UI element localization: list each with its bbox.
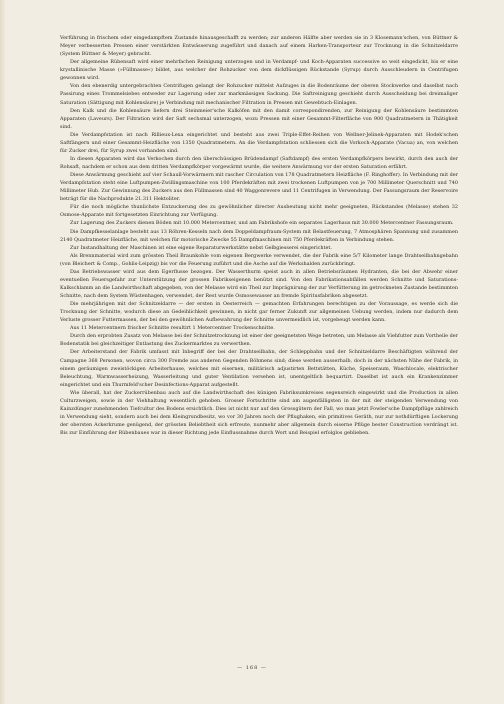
paragraph: Wie überall, hat der Zuckerrübenbau auch auf die Landwirthschaft des künigen Fabriksumkreises segensreich eingewirkt und die Production in allen Culturzweigen, sowie in der Viehhaltung wesentlich gehoben. Grosser Fortschritte sind am augenfälligsten in der mit der steigenden Verwendung von Kainzdünger zunehmenden Tiefcultur des Bodens ersichtlich. Dies ist nicht nur auf den Grossgütern der Fall, wo man jetzt Fowler'sche Dampfpflüge zahlreich in Verwendung sieht, sondern auch bei dem Kleingrundbesitz, wo vor 30 Jahren noch der Pflughaken, ein primitives Geräth, nur zur nothdürftigen Lockerung der obersten Ackerkrume genügend, der grössten Beliebtheit sich erfreute, nunmehr aber allgemein durch eiserne Pflüge bester Construction verdrängt ist. Bis zur Einführung der Rübenbaues war in dieser Richtung jede Einflussnahme durch Wort und Beispiel erfolglos geblieben.	[60, 389, 458, 437]
body-text	[60, 34, 458, 437]
paragraph: Durch den erprobten Zusatz von Melasse bei der Schnitzetrocknung ist einer der geeignetsten Wege betreten, um Melasse als Viehfutter zum Vortheile der Bodenstatik bei gleichzeitiger Entlastung des Zuckermarktes zu verwerthen.	[60, 333, 458, 348]
paragraph: Der allgemeine Rübensaft wird einer mehrfachen Reinigung unterzogen und in Verdampf- und Koch-Apparaten successive so weit eingedickt, bis er eine krystallinische Masse (»Füllmasse«) bildet, aus welcher der Rohzucker von dem dickflüssigen Rückstande (Syrup) durch Ausschleudern in Centrifugen gewonnen wird.	[60, 59, 458, 82]
paragraph: Verführung in frischem oder eingedampftem Zustande hinausgeschafft zu werden; zur anderen Hälfte aber werden sie in 3 Klosemann'schen, von Büttner & Meyer verbesserten Pressen einer verstärkten Entwässerung zugeführt und danach auf einem Harken-Transporteur zur Trocknung in die Schnitzeldarre (System Büttner & Meyer) gebracht.	[60, 35, 458, 58]
paragraph: Diese Anwärmung geschieht auf vier Schaull-Vorwärmern mit rascher Circulation von 178 Quadratmetern Heizfläche (F. Ringhoffer). In Verbindung mit der Verdampfstation steht eine Luftpumpen-Zwillingsmaschine von 100 Pferdekräften mit zwei trockenen Luftpumpen von je 700 Millimeter Querschnitt und 740 Millimeter Hub. Zur Gewinnung des Zuckers aus den Füllmassen sind 40 Waggonrevere und 11 Centrifugen in Verwendung. Der Fassungsraum der Reservoire beträgt für die Nachprodukte 21.311 Hektoliter.	[60, 172, 458, 203]
paragraph: Die Dampfkesselanlage besteht aus 13 Röhren-Kesseln nach dem Doppeldampfraum-System mit Belastfeuerung, 7 Atmosphären Spannung und zusammen 2140 Quadratmeter Heizfläche, mit welchen für motorische Zwecke 55 Dampfmaschinen mit 750 Pferdekräften in Verbindung stehen.	[60, 228, 458, 243]
paragraph: Die Verdampfstation ist nach Rillieux-Lexa eingerichtet und besteht aus zwei Triple-Effet-Reihen von Wellner-Jelinek-Apparaten mit Hodek'schen Saftfängern und einer Gesammt-Heizfläche von 1350 Quadratmetern. An die Verdampfstation schliessen sich die Vorkoch-Apparate (Vacua) an, von welchen für Zucker drei, für Syrup zwei vorhanden sind.	[60, 131, 458, 154]
paragraph: In diesen Apparaten wird das Verkochen durch den überschüssigen Brüdendampf (Saftdampf) des ersten Verdampfkörpers bewirkt, durch den auch der Rohsaft, nachdem er schon aus dem dritten Verdampfkörper vorgewärmt wurde, die weitere Anwärmung vor der ersten Saturation erfährt.	[60, 155, 458, 170]
paragraph: Zur Instandhaltung der Maschinen ist eine eigene Reparaturwerkstätte nebst Gelbgiesserei eingerichtet.	[70, 244, 332, 251]
paragraph: Den Kalk und die Kohlensäure liefern drei Steinmeier'sche Kalköfen mit den damit correspondirenden, zur Reinigung der Kohlensäure bestimmten Apparaten (Laveurs). Der Filtration wird der Saft sechsmal unterzogen, wozu Pressen mit einer Gesammt-Filterfläche von 900 Quadratmetern in Thätigkeit sind.	[60, 107, 458, 130]
paragraph: Von den ebenerdig untergebrachten Centrifugen gelangt der Rohzucker mittelst Aufzuges in die Bodenräume der oberen Stockwerke und daselbst nach Passirung eines Trommelsiebes entweder zur Lagerung oder zur markmässigen Sackung. Die Saftreinigung geschieht durch Ausscheidung bei dreimaliger Saturation (Sättigung mit Kohlensäure) je Verbindung mit mechanischer Filtration in Pressen mit Gewebtuch-Einlagen.	[60, 83, 458, 106]
page-edge	[0, 0, 6, 704]
paragraph: Aus 11 Metercentnern frischer Schnitte resultirt 1 Metercentner Trockenschnitte.	[70, 325, 275, 332]
paragraph: Für die noch mögliche thunlichste Entzuckerung des zu gewöhnlicher directer Ausbeutung nicht mehr geeigneten, Rückstandes (Melasse) stehen 32 Osmose-Apparate mit fortgesetzten Einrichtung zur Verfügung.	[60, 204, 458, 219]
paragraph: Der Arbeiterstand der Fabrik umfasst mit Inbegriff der bei der Drahtseilbahn, der Schleppbahn und der Schnitzeldarre Beschäftigten während der Campagne 368 Personen, wovon circa 300 Fremde aus anderen Gegenden Böhmens sind; diese werden ausserhalb, doch in der nächsten Nähe der Fabrik, in einem geräumigen zweistöckigen Arbeiterhause, welches mit eisernen, militärisch adjustirten Bettstätten, Küche, Speiseraum, Waschlocale, elektrischer Beleuchtung, Warmwasserheizung, Wasserleitung und guter Ventilation versehen ist, unentgeltlich bequartirt. Daselbst ist auch ein Krankenzimmer eingerichtet und ein Thurmfeld'scher Desinfections-Apparat aufgestellt.	[60, 349, 458, 388]
paragraph: Das Betriebswasser wird aus dem Egerflusse bezogen. Der Wasserthurm speist auch in allen Betriebsräumen Hydranten, die bei der Abwehr einer eventuellen Feuersgefahr zur Unterstützung der grossen Fabrikseigenen benützt sind. Von den Fabrikationsabfällen werden Schnitte und Saturations-Kalkschlamm an die Landwirthschaft abgegeben, von der Melasse wird ein Theil zur Imprägnirung der zur Verfütterung im getrockneten Zustande bestimmten Schnitte, nach dem System Wüstenhagen, verwendet, der Rest wurde Osmosewasser an fremde Spiritusfabriken abgesetzt.	[60, 268, 458, 299]
page-number: — 168 —	[237, 665, 267, 671]
paragraph: Zur Lagerung des Zuckers dienen Böden mit 10.000 Metercentner, und am Fabrikshofe ein separates Lagerhaus mit 30.000 Metercentner Fassungsraum.	[70, 220, 454, 227]
paragraph: Die mehrjährigen mit der Schnitzeldarre — der ersten in Oesterreich — gemachten Erfahrungen berechtigen zu der Voraussage, es werde sich die Trocknung der Schnitte, wodurch diese an Gedeihlichkeit gewinnen, in nicht gar ferner Zukunft zur allgemeinen Uebung werden, indem nur dadurch dem Verluste grosser Futtermassen, der bei den gewöhnlichen Aufbewahrung der Schnitte unvermeidlich ist, vorgebeugt werden kann.	[60, 301, 458, 324]
paragraph: Als Brennmaterial wird zum grössten Theil Braunkohle vom eigenen Bergwerke verwendet, die der Fabrik eine 5/7 Kilometer lange Drahtseilbahngebahn (von Bleichert & Comp., Gohlis-Leipzig) bis vor die Feuerung zuführt und die Asche auf die Werkshalden zurückbringt.	[60, 252, 458, 267]
